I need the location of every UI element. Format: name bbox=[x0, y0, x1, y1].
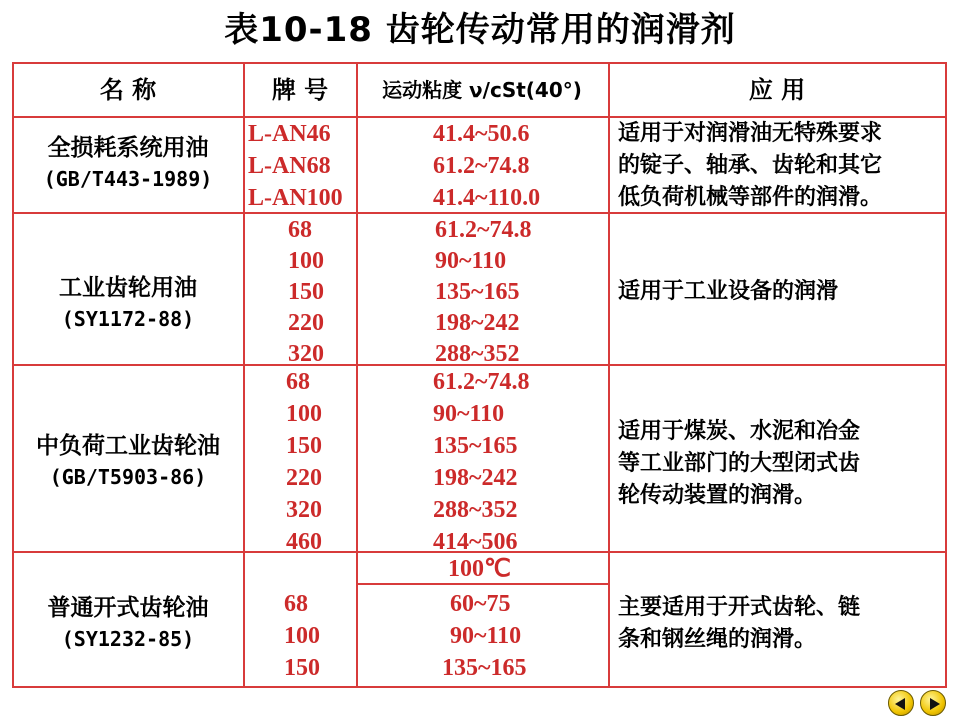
lubricant-standard: (SY1172-88) bbox=[61, 307, 195, 331]
lubricant-name: 工业齿轮用油 bbox=[59, 275, 197, 301]
viscosity-value: 198~242 bbox=[433, 465, 518, 491]
next-slide-button[interactable] bbox=[920, 690, 946, 716]
grade-value: 150 bbox=[284, 655, 320, 681]
arrow-left-icon bbox=[895, 698, 905, 710]
viscosity-value: 60~75 bbox=[450, 591, 511, 617]
arrow-right-icon bbox=[930, 698, 940, 710]
grade-value: 150 bbox=[286, 433, 322, 459]
viscosity-value: 90~110 bbox=[450, 623, 522, 649]
application-line: 适用于煤炭、水泥和冶金 bbox=[618, 419, 861, 444]
viscosity-value: 61.2~74.8 bbox=[433, 369, 530, 395]
viscosity-value: 135~165 bbox=[435, 279, 520, 305]
lubricant-name-cell bbox=[14, 272, 242, 334]
grade-value: 100 bbox=[288, 248, 324, 274]
viscosity-value: 90~110 bbox=[435, 248, 507, 274]
header-name: 名 称 bbox=[99, 76, 157, 104]
grade-value: 68 bbox=[286, 369, 310, 395]
viscosity-value: 198~242 bbox=[435, 310, 520, 336]
application-cell bbox=[618, 416, 946, 512]
grade-value: L-AN68 bbox=[248, 153, 331, 179]
viscosity-value: 41.4~50.6 bbox=[433, 121, 530, 147]
grade-value: 68 bbox=[284, 591, 308, 617]
prev-slide-button[interactable] bbox=[888, 690, 914, 716]
application-line: 的锭子、轴承、齿轮和其它 bbox=[618, 153, 883, 178]
application-cell bbox=[618, 592, 946, 656]
lubricant-name-cell bbox=[14, 592, 242, 654]
application-line: 适用于工业设备的润滑 bbox=[618, 279, 839, 304]
header-viscosity: 运动粘度 ν/cSt(40°) bbox=[382, 78, 582, 102]
grade-value: 220 bbox=[288, 310, 324, 336]
viscosity-value: 288~352 bbox=[435, 341, 520, 364]
viscosity-value: 135~165 bbox=[442, 655, 527, 681]
grade-value: L-AN46 bbox=[248, 121, 331, 147]
grade-value: 460 bbox=[286, 529, 322, 551]
col-divider-name bbox=[243, 62, 245, 688]
grade-value: 320 bbox=[288, 341, 324, 364]
lubricant-name: 普通开式齿轮油 bbox=[47, 595, 209, 621]
application-line: 条和钢丝绳的润滑。 bbox=[618, 627, 817, 652]
col-divider-grade bbox=[356, 62, 358, 688]
viscosity-value: 414~506 bbox=[433, 529, 518, 551]
application-line: 低负荷机械等部件的润滑。 bbox=[618, 185, 883, 210]
application-line: 等工业部门的大型闭式齿 bbox=[618, 451, 861, 476]
temperature-label: 100℃ bbox=[448, 556, 511, 582]
viscosity-value: 61.2~74.8 bbox=[433, 153, 530, 179]
lubricant-name: 中负荷工业齿轮油 bbox=[36, 433, 220, 459]
grade-value: 320 bbox=[286, 497, 322, 523]
lubricant-name-cell bbox=[14, 132, 242, 194]
lubricant-standard: (GB/T5903-86) bbox=[49, 465, 207, 489]
application-cell bbox=[618, 118, 946, 214]
header-application: 应 用 bbox=[748, 76, 806, 104]
grade-value: 220 bbox=[286, 465, 322, 491]
grade-value: 100 bbox=[286, 401, 322, 427]
grade-value: 100 bbox=[284, 623, 320, 649]
viscosity-value: 288~352 bbox=[433, 497, 518, 523]
header-grade: 牌 号 bbox=[271, 76, 329, 104]
grade-value: 150 bbox=[288, 279, 324, 305]
viscosity-value: 41.4~110.0 bbox=[433, 185, 541, 211]
grade-value: L-AN100 bbox=[248, 185, 343, 211]
lubricant-name: 全损耗系统用油 bbox=[47, 135, 209, 161]
lubricant-standard: (GB/T443-1989) bbox=[43, 167, 213, 191]
table-title: 表10-18 齿轮传动常用的润滑剂 bbox=[224, 10, 736, 50]
viscosity-value: 90~110 bbox=[433, 401, 505, 427]
lubricant-name-cell bbox=[14, 430, 242, 492]
grade-value: 68 bbox=[288, 217, 312, 243]
application-cell bbox=[618, 276, 946, 308]
viscosity-value: 61.2~74.8 bbox=[435, 217, 532, 243]
col-divider-viscosity bbox=[608, 62, 610, 688]
table-border-bottom bbox=[12, 686, 947, 688]
application-line: 轮传动装置的润滑。 bbox=[618, 483, 817, 508]
lubricant-standard: (SY1232-85) bbox=[61, 627, 195, 651]
application-line: 主要适用于开式齿轮、链 bbox=[618, 595, 861, 620]
viscosity-value: 135~165 bbox=[433, 433, 518, 459]
application-line: 适用于对润滑油无特殊要求 bbox=[618, 121, 883, 146]
